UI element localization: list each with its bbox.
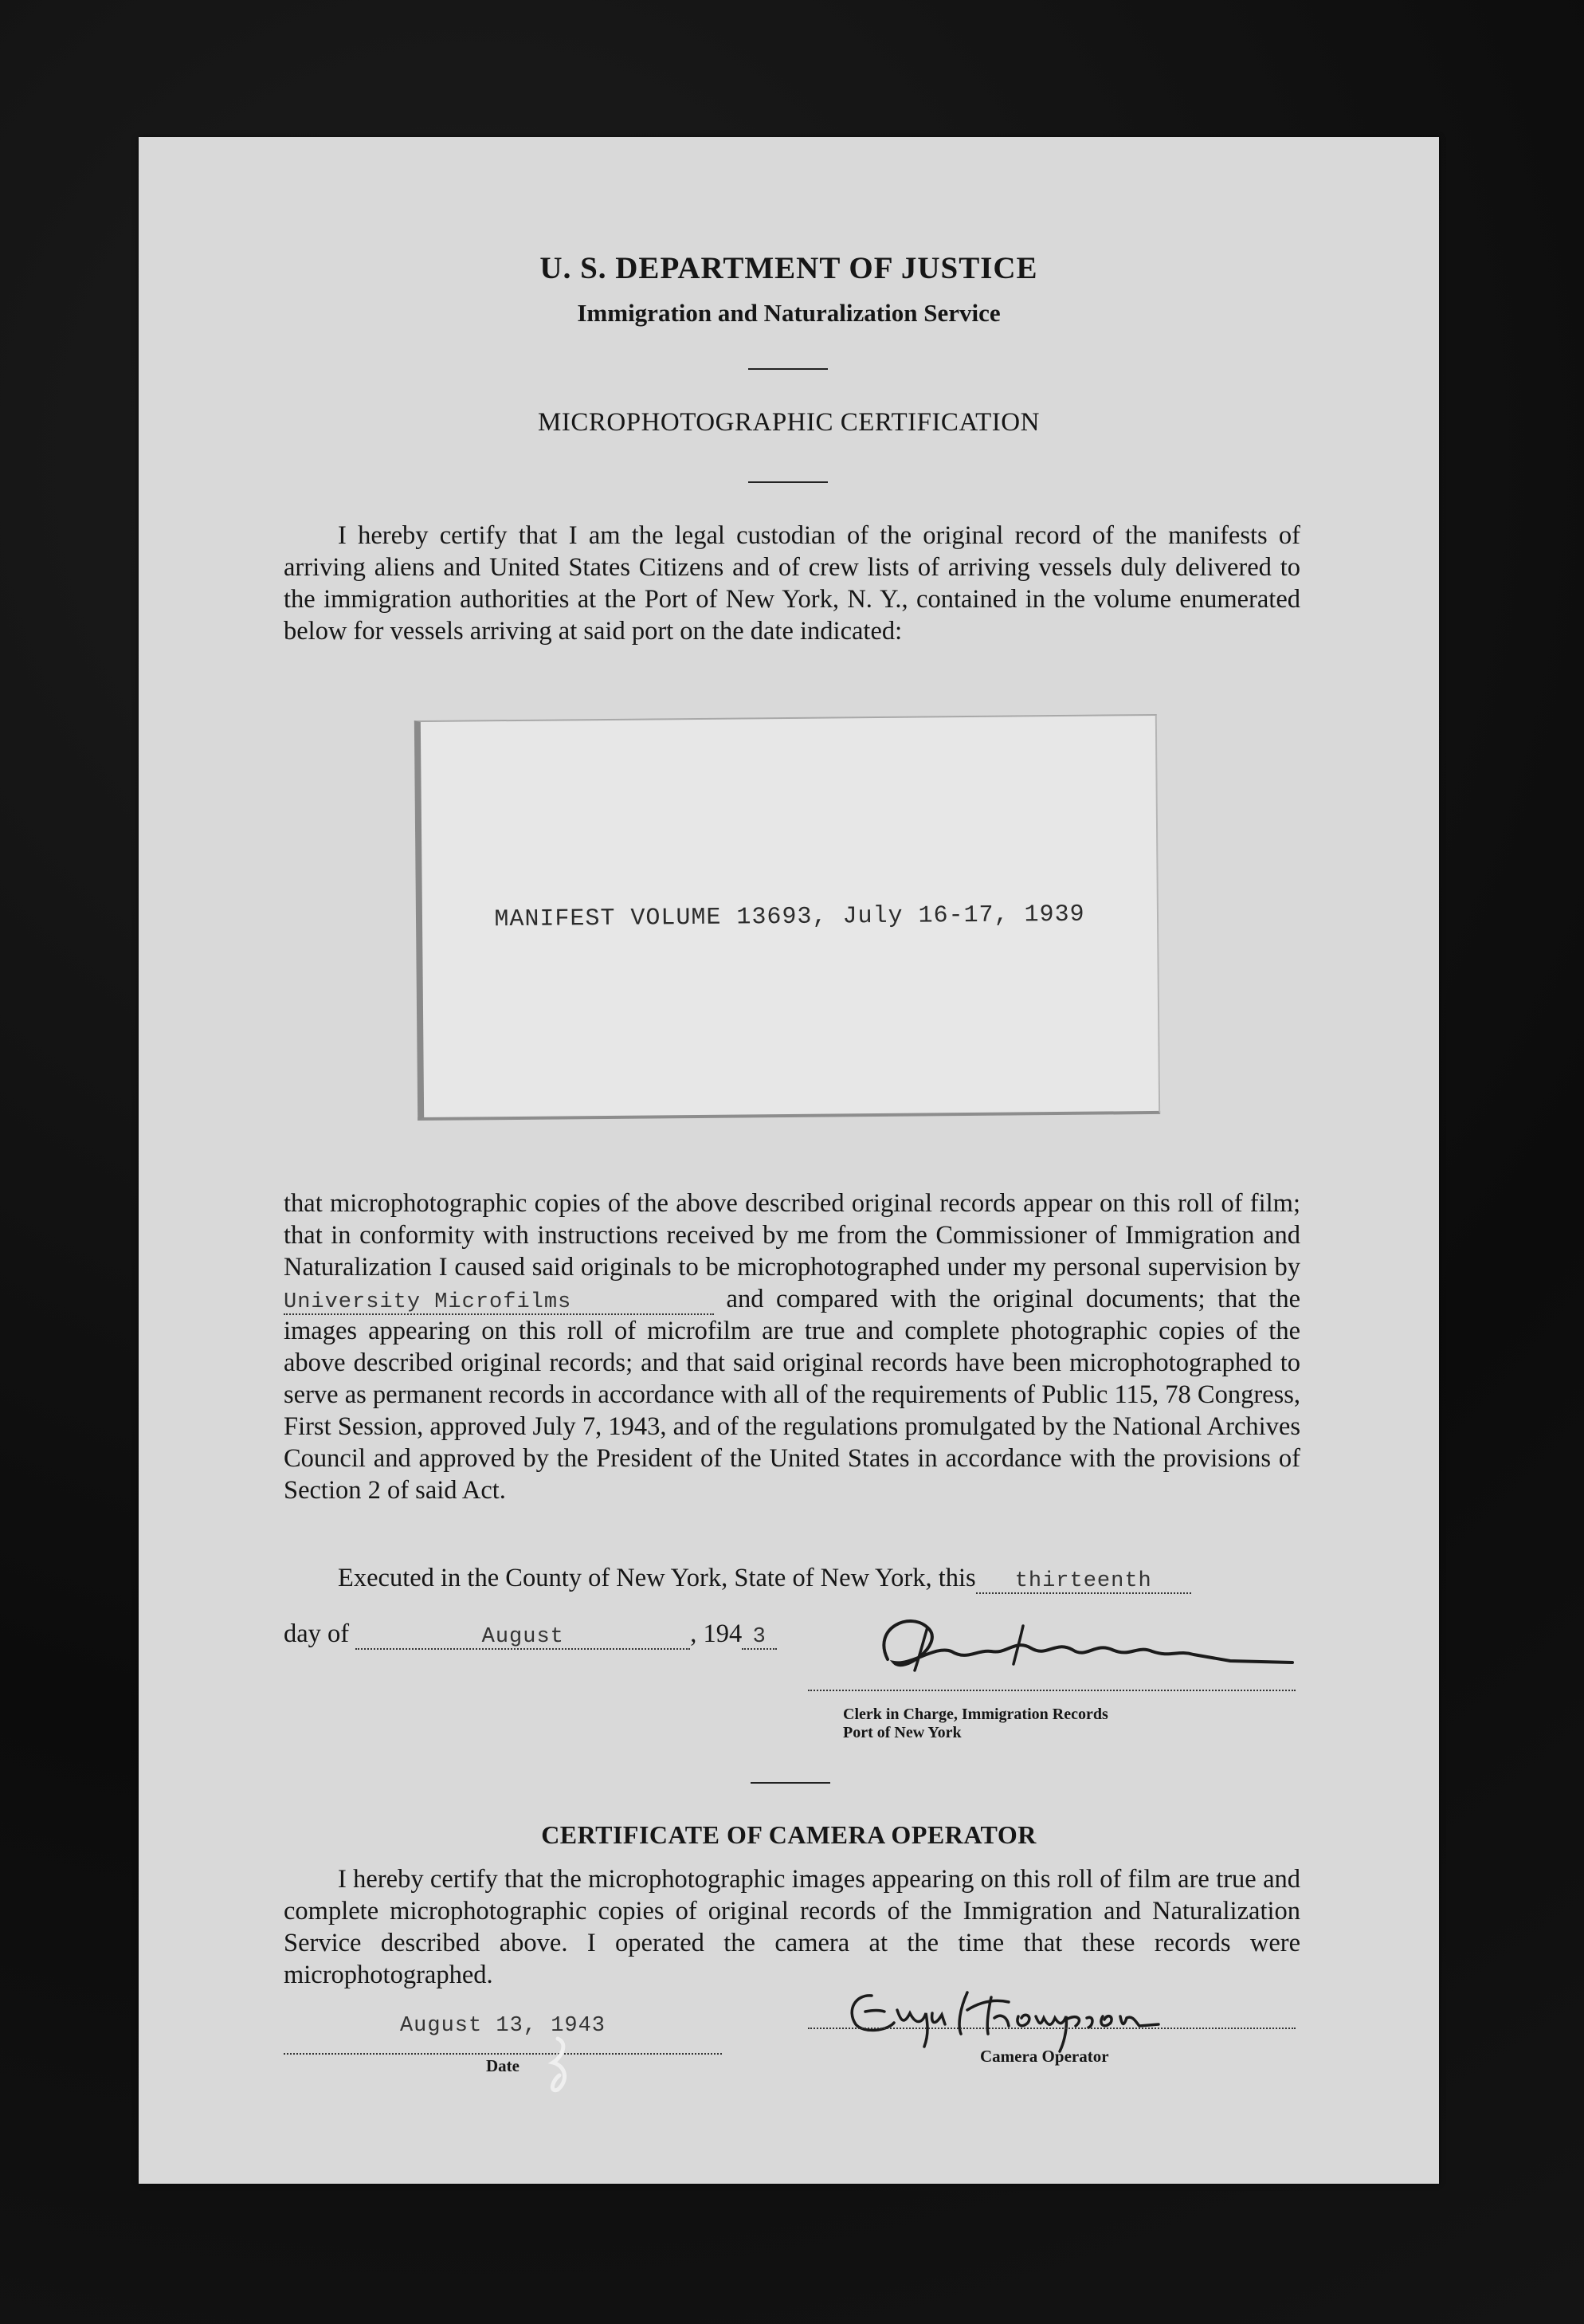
year-prefix: , 194	[690, 1619, 743, 1648]
day-of-line	[284, 1619, 777, 1650]
custodian-paragraph: I hereby certify that I am the legal custodian of the original record of the manifests of arriving aliens and United States Citizens and of crew lists of arriving vessels duly delivered to the immigration authorities at the Port of New York, N. Y., contained in the volume enumerated below for vessels arriving at said port on the date indicated:	[284, 521, 1300, 646]
camera-certificate-text: I hereby certify that the microphotographic images appearing on this roll of film are true and complete microphotographic copies of original records of the Immigration and Naturalization Service described above. I operated the camera at the time that these records were microphotographed.	[284, 1865, 1300, 1989]
day-of-label: day of	[284, 1619, 350, 1648]
manifest-volume-card	[414, 714, 1160, 1121]
department-heading: U. S. DEPARTMENT OF JUSTICE	[539, 251, 1038, 285]
ink-mark	[537, 2034, 585, 2098]
divider-rule	[748, 368, 828, 370]
divider-rule	[748, 481, 828, 483]
year-digit-field: 3	[742, 1626, 777, 1650]
clerk-title	[843, 1706, 1108, 1742]
camera-operator-signature-line	[808, 2028, 1296, 2029]
microfilm-text-part2: and compared with the original documents; that the images appearing on this roll of microfilm are true and complete photographic copies of the above described original records; and that said original records have been microphotographed to serve as permanent records in accordance with all of the requirements of Public 115, 78 Congress, First Session, approved July 7, 1943, and of the regulations promulgated by the National Archives Council and approved by the President of the United States in accordance with the provisions of Section 2 of said Act.	[284, 1285, 1300, 1505]
execution-prefix: Executed in the County of New York, State of New York, this	[338, 1564, 976, 1592]
camera-certificate-title: CERTIFICATE OF CAMERA OPERATOR	[541, 1820, 1037, 1849]
certification-document	[139, 137, 1439, 2184]
microfilm-text-part1: that microphotographic copies of the above described original records appear on this roll of film; that in conformity with instructions received by me from the Commissioner of Immigration and Naturalization I caused said originals to be microphotographed under my personal supervision by	[284, 1189, 1300, 1282]
month-field: August	[355, 1626, 690, 1650]
clerk-signature	[856, 1604, 1302, 1693]
execution-day-field: thirteenth	[976, 1570, 1191, 1594]
camera-operator-label: Camera Operator	[980, 2047, 1109, 2066]
clerk-title-line1: Clerk in Charge, Immigration Records	[843, 1706, 1108, 1723]
camera-date-value: August 13, 1943	[399, 2014, 606, 2038]
camera-operator-signature	[824, 1978, 1302, 2055]
certification-title: MICROPHOTOGRAPHIC CERTIFICATION	[538, 408, 1040, 437]
divider-rule	[751, 1782, 830, 1784]
service-subheading: Immigration and Naturalization Service	[577, 299, 1001, 327]
microfilm-paragraph	[284, 1188, 1300, 1506]
clerk-title-line2: Port of New York	[843, 1724, 962, 1741]
filmed-by-field: University Microfilms	[284, 1291, 714, 1315]
camera-date-label: Date	[486, 2056, 520, 2075]
manifest-volume-text: MANIFEST VOLUME 13693, July 16-17, 1939	[494, 901, 1085, 934]
execution-line	[338, 1564, 1191, 1594]
clerk-signature-line	[808, 1690, 1296, 1691]
